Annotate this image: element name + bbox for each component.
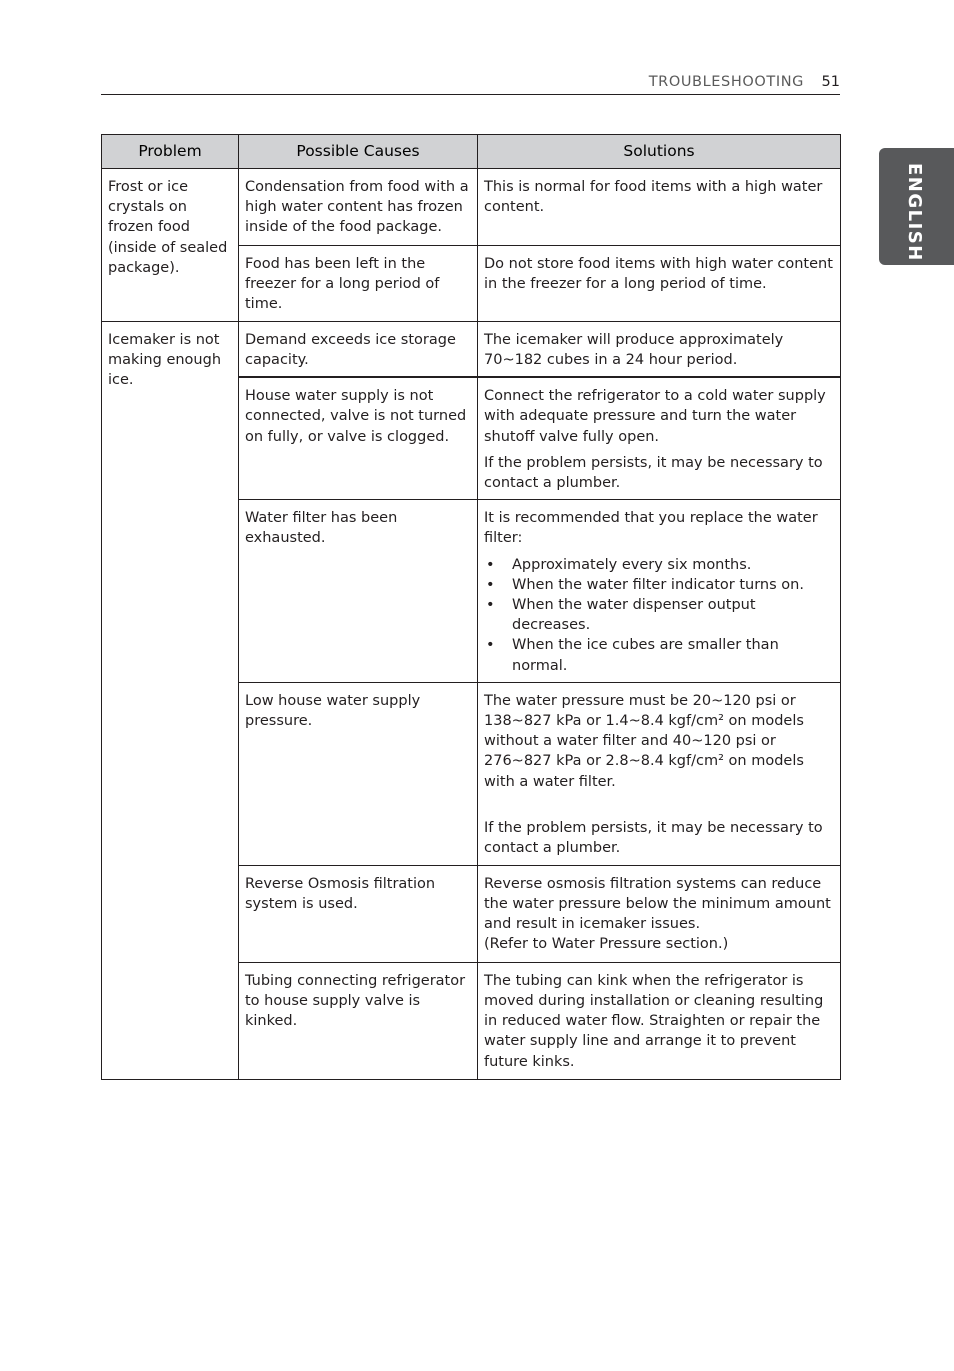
list-item: [484, 595, 834, 635]
list-item-text: When the water filter indicator turns on.: [512, 576, 804, 593]
solution-cell: [478, 246, 841, 322]
solution-cell: [478, 321, 841, 377]
language-tab-label: ENGLISH: [904, 163, 925, 262]
list-item: [484, 575, 834, 595]
solution-cell: [478, 865, 841, 962]
language-tab: [879, 148, 954, 265]
solution-text: It is recommended that you replace the water filter:: [484, 510, 818, 547]
page-number: 51: [821, 74, 840, 90]
cause-cell: Tubing connecting refrigerator to house supply valve is kinked.: [239, 962, 478, 1079]
table-header-row: [102, 135, 841, 169]
list-item: [484, 635, 834, 675]
problem-cell: Icemaker is not making enough ice.: [102, 321, 239, 1079]
cause-cell: Low house water supply pressure.: [239, 682, 478, 865]
solution-text: This is normal for food items with a high water content.: [484, 179, 823, 216]
solution-text: Connect the refrigerator to a cold water supply with adequate pressure and turn the water shutoff valve fully open.: [484, 388, 826, 445]
troubleshooting-table: [101, 134, 841, 1080]
bullet-icon: •: [486, 596, 495, 613]
cause-cell: Water filter has been exhausted.: [239, 500, 478, 683]
cause-cell: Food has been left in the freezer for a long period of time.: [239, 246, 478, 322]
table-row: [102, 169, 841, 246]
solution-text: If the problem persists, it may be necessary to contact a plumber.: [484, 819, 823, 856]
cause-cell: Condensation from food with a high water content has frozen inside of the food package.: [239, 169, 478, 246]
list-item-text: When the water dispenser output decreases.: [512, 596, 756, 634]
header-problem: Problem: [102, 135, 239, 169]
solution-cell: [478, 169, 841, 246]
solution-cell: [478, 962, 841, 1079]
problem-cell: Frost or ice crystals on frozen food (inside of sealed package).: [102, 169, 239, 322]
solution-text: The tubing can kink when the refrigerator is moved during installation or cleaning resulting in reduced water flow. Straighten or repair the water supply line and arrange it to prevent future kinks.: [484, 972, 824, 1070]
solution-text: (Refer to Water Pressure section.): [484, 936, 729, 953]
cause-cell: Demand exceeds ice storage capacity.: [239, 321, 478, 377]
section-title: TROUBLESHOOTING: [648, 74, 804, 90]
cause-cell: Reverse Osmosis filtration system is used.: [239, 865, 478, 962]
page-header: [101, 74, 840, 95]
solution-text: Reverse osmosis filtration systems can reduce the water pressure below the minimum amount and result in icemaker issues.: [484, 875, 831, 933]
bullet-icon: •: [486, 556, 495, 573]
list-item-text: Approximately every six months.: [512, 556, 752, 573]
list-item: [484, 555, 834, 575]
list-item-text: When the ice cubes are smaller than normal.: [512, 637, 779, 674]
bullet-icon: •: [486, 637, 495, 654]
solution-text: The icemaker will produce approximately 70~182 cubes in a 24 hour period.: [484, 331, 784, 368]
solution-text: The water pressure must be 20~120 psi or 138~827 kPa or 1.4~8.4 kgf/cm² on models without a water filter and 40~120 psi or 276~827 kPa or 2.8~8.4 kgf/cm² on models with a water filter.: [484, 692, 804, 790]
bullet-icon: •: [486, 576, 495, 593]
solution-cell: [478, 682, 841, 865]
header-solutions: Solutions: [478, 135, 841, 169]
solution-text: If the problem persists, it may be necessary to contact a plumber.: [484, 454, 823, 491]
solution-text: Do not store food items with high water content in the freezer for a long period of time.: [484, 256, 833, 293]
cause-cell: House water supply is not connected, valve is not turned on fully, or valve is clogged.: [239, 377, 478, 500]
header-possible-causes: Possible Causes: [239, 135, 478, 169]
solution-cell: [478, 500, 841, 683]
table-row: [102, 321, 841, 377]
solution-cell: [478, 377, 841, 500]
bullet-list: [484, 555, 834, 676]
